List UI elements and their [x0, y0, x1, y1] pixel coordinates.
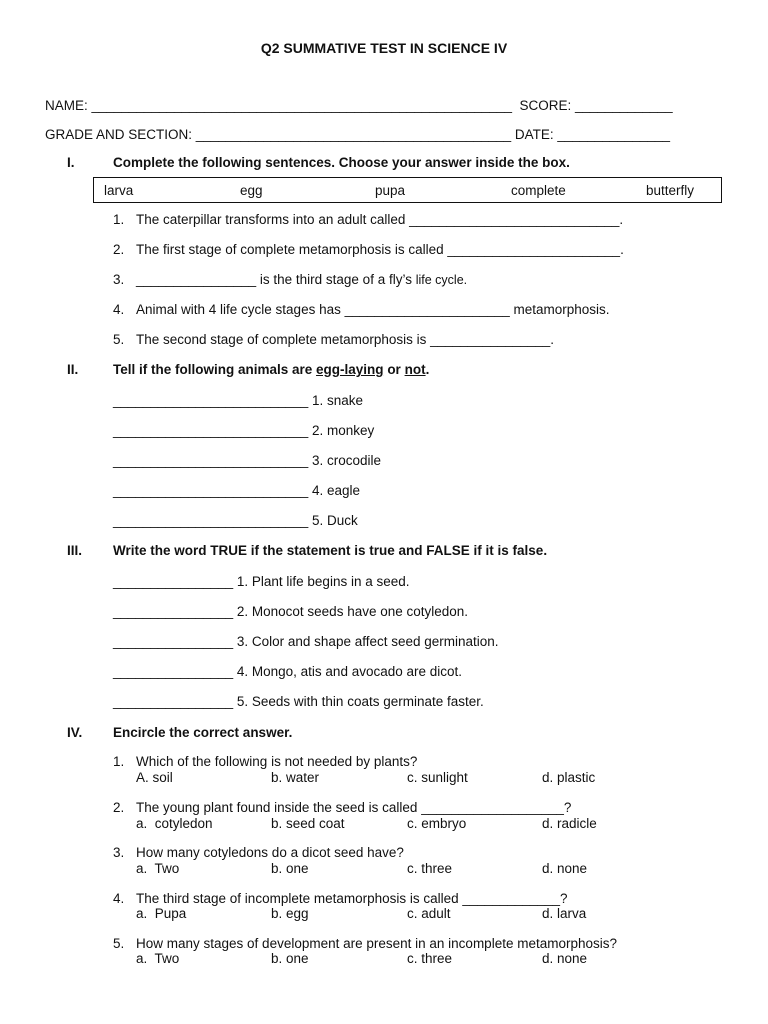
mc-option[interactable]: A. soil [136, 770, 173, 785]
grade-date-line: GRADE AND SECTION: __________________________________________ DATE: _______________ [45, 127, 670, 142]
mc-option[interactable]: c. three [407, 951, 453, 966]
s2-item: __________________________ 1. snake [113, 393, 363, 408]
s1-item-number: 2. [113, 242, 125, 257]
section-3-instruction: Write the word TRUE if the statement is true and FALSE if it is false. [113, 543, 548, 558]
section-4-numeral: IV. [67, 725, 83, 740]
section-1-instruction: Complete the following sentences. Choose your answer inside the box. [113, 155, 570, 170]
answer-choice-box [93, 177, 722, 203]
mc-question-text: How many cotyledons do a dicot seed have? [136, 845, 404, 860]
section-2-numeral: II. [67, 362, 79, 377]
s2-instr-not: not [404, 362, 426, 377]
s1-item-number: 4. [113, 302, 125, 317]
s2-instr-egg-laying: egg-laying [316, 362, 384, 377]
choice-word: egg [240, 183, 263, 198]
mc-question-text: The young plant found inside the seed is called ___________________? [136, 800, 572, 815]
mc-question-number: 4. [113, 891, 125, 906]
mc-option[interactable]: a. Two [136, 951, 180, 966]
s1-item-number: 5. [113, 332, 125, 347]
mc-option[interactable]: d. none [542, 861, 588, 876]
s1-item-number: 1. [113, 212, 125, 227]
section-1-numeral: I. [67, 155, 75, 170]
mc-option[interactable]: b. one [271, 861, 309, 876]
s1-item-text [136, 272, 467, 288]
s1-item-text-main: ________________ is the third stage of a fly’s [136, 272, 416, 287]
mc-option[interactable]: b. seed coat [271, 816, 345, 831]
mc-option[interactable]: c. three [407, 861, 453, 876]
mc-question-text: The third stage of incomplete metamorphosis is called _____________? [136, 891, 568, 906]
mc-option[interactable]: d. plastic [542, 770, 596, 785]
s1-item-text: The caterpillar transforms into an adult called ____________________________. [136, 212, 624, 227]
s3-item: ________________ 1. Plant life begins in a seed. [113, 574, 410, 589]
s1-item-text: The first stage of complete metamorphosis is called _______________________. [136, 242, 624, 257]
s2-item: __________________________ 3. crocodile [113, 453, 381, 468]
mc-option[interactable]: b. one [271, 951, 309, 966]
section-3-numeral: III. [67, 543, 83, 558]
mc-option[interactable]: b. water [271, 770, 320, 785]
mc-option[interactable]: c. embryo [407, 816, 467, 831]
mc-option[interactable]: a. Two [136, 861, 180, 876]
mc-option[interactable]: a. Pupa [136, 906, 187, 921]
s3-item: ________________ 3. Color and shape affect seed germination. [113, 634, 499, 649]
choice-word: butterfly [646, 183, 695, 198]
name-score-line: NAME: ________________________________________________________ SCORE: _____________ [45, 98, 673, 113]
mc-option[interactable]: a. cotyledon [136, 816, 213, 831]
mc-question-text: Which of the following is not needed by plants? [136, 754, 418, 769]
mc-option[interactable]: d. larva [542, 906, 587, 921]
mc-question-number: 2. [113, 800, 125, 815]
choice-word: complete [511, 183, 566, 198]
choice-word: pupa [375, 183, 406, 198]
s1-item-text-tail: life cycle. [415, 273, 468, 287]
mc-option[interactable]: c. adult [407, 906, 451, 921]
mc-question-number: 1. [113, 754, 125, 769]
s3-item: ________________ 2. Monocot seeds have one cotyledon. [113, 604, 469, 619]
s1-item-text: Animal with 4 life cycle stages has ______________________ metamorphosis. [136, 302, 610, 317]
s2-instr-post: . [425, 362, 430, 377]
mc-option[interactable]: d. radicle [542, 816, 597, 831]
s3-item: ________________ 5. Seeds with thin coats germinate faster. [113, 694, 484, 709]
mc-option[interactable]: c. sunlight [407, 770, 468, 785]
mc-option[interactable]: d. none [542, 951, 588, 966]
s2-item: __________________________ 2. monkey [113, 423, 375, 438]
s1-item-number: 3. [113, 272, 125, 287]
mc-question-text: How many stages of development are present in an incomplete metamorphosis? [136, 936, 618, 951]
mc-question-number: 5. [113, 936, 125, 951]
page-title: Q2 SUMMATIVE TEST IN SCIENCE IV [260, 40, 508, 56]
s2-item: __________________________ 5. Duck [113, 513, 358, 528]
s2-item: __________________________ 4. eagle [113, 483, 361, 498]
choice-word: larva [104, 183, 134, 198]
s2-instr-mid: or [383, 362, 405, 377]
s2-instr-pre: Tell if the following animals are [113, 362, 317, 377]
section-4-instruction: Encircle the correct answer. [113, 725, 293, 740]
mc-option[interactable]: b. egg [271, 906, 309, 921]
mc-question-number: 3. [113, 845, 125, 860]
s3-item: ________________ 4. Mongo, atis and avocado are dicot. [113, 664, 463, 679]
section-2-instruction [113, 362, 429, 378]
s1-item-text: The second stage of complete metamorphosis is ________________. [136, 332, 555, 347]
